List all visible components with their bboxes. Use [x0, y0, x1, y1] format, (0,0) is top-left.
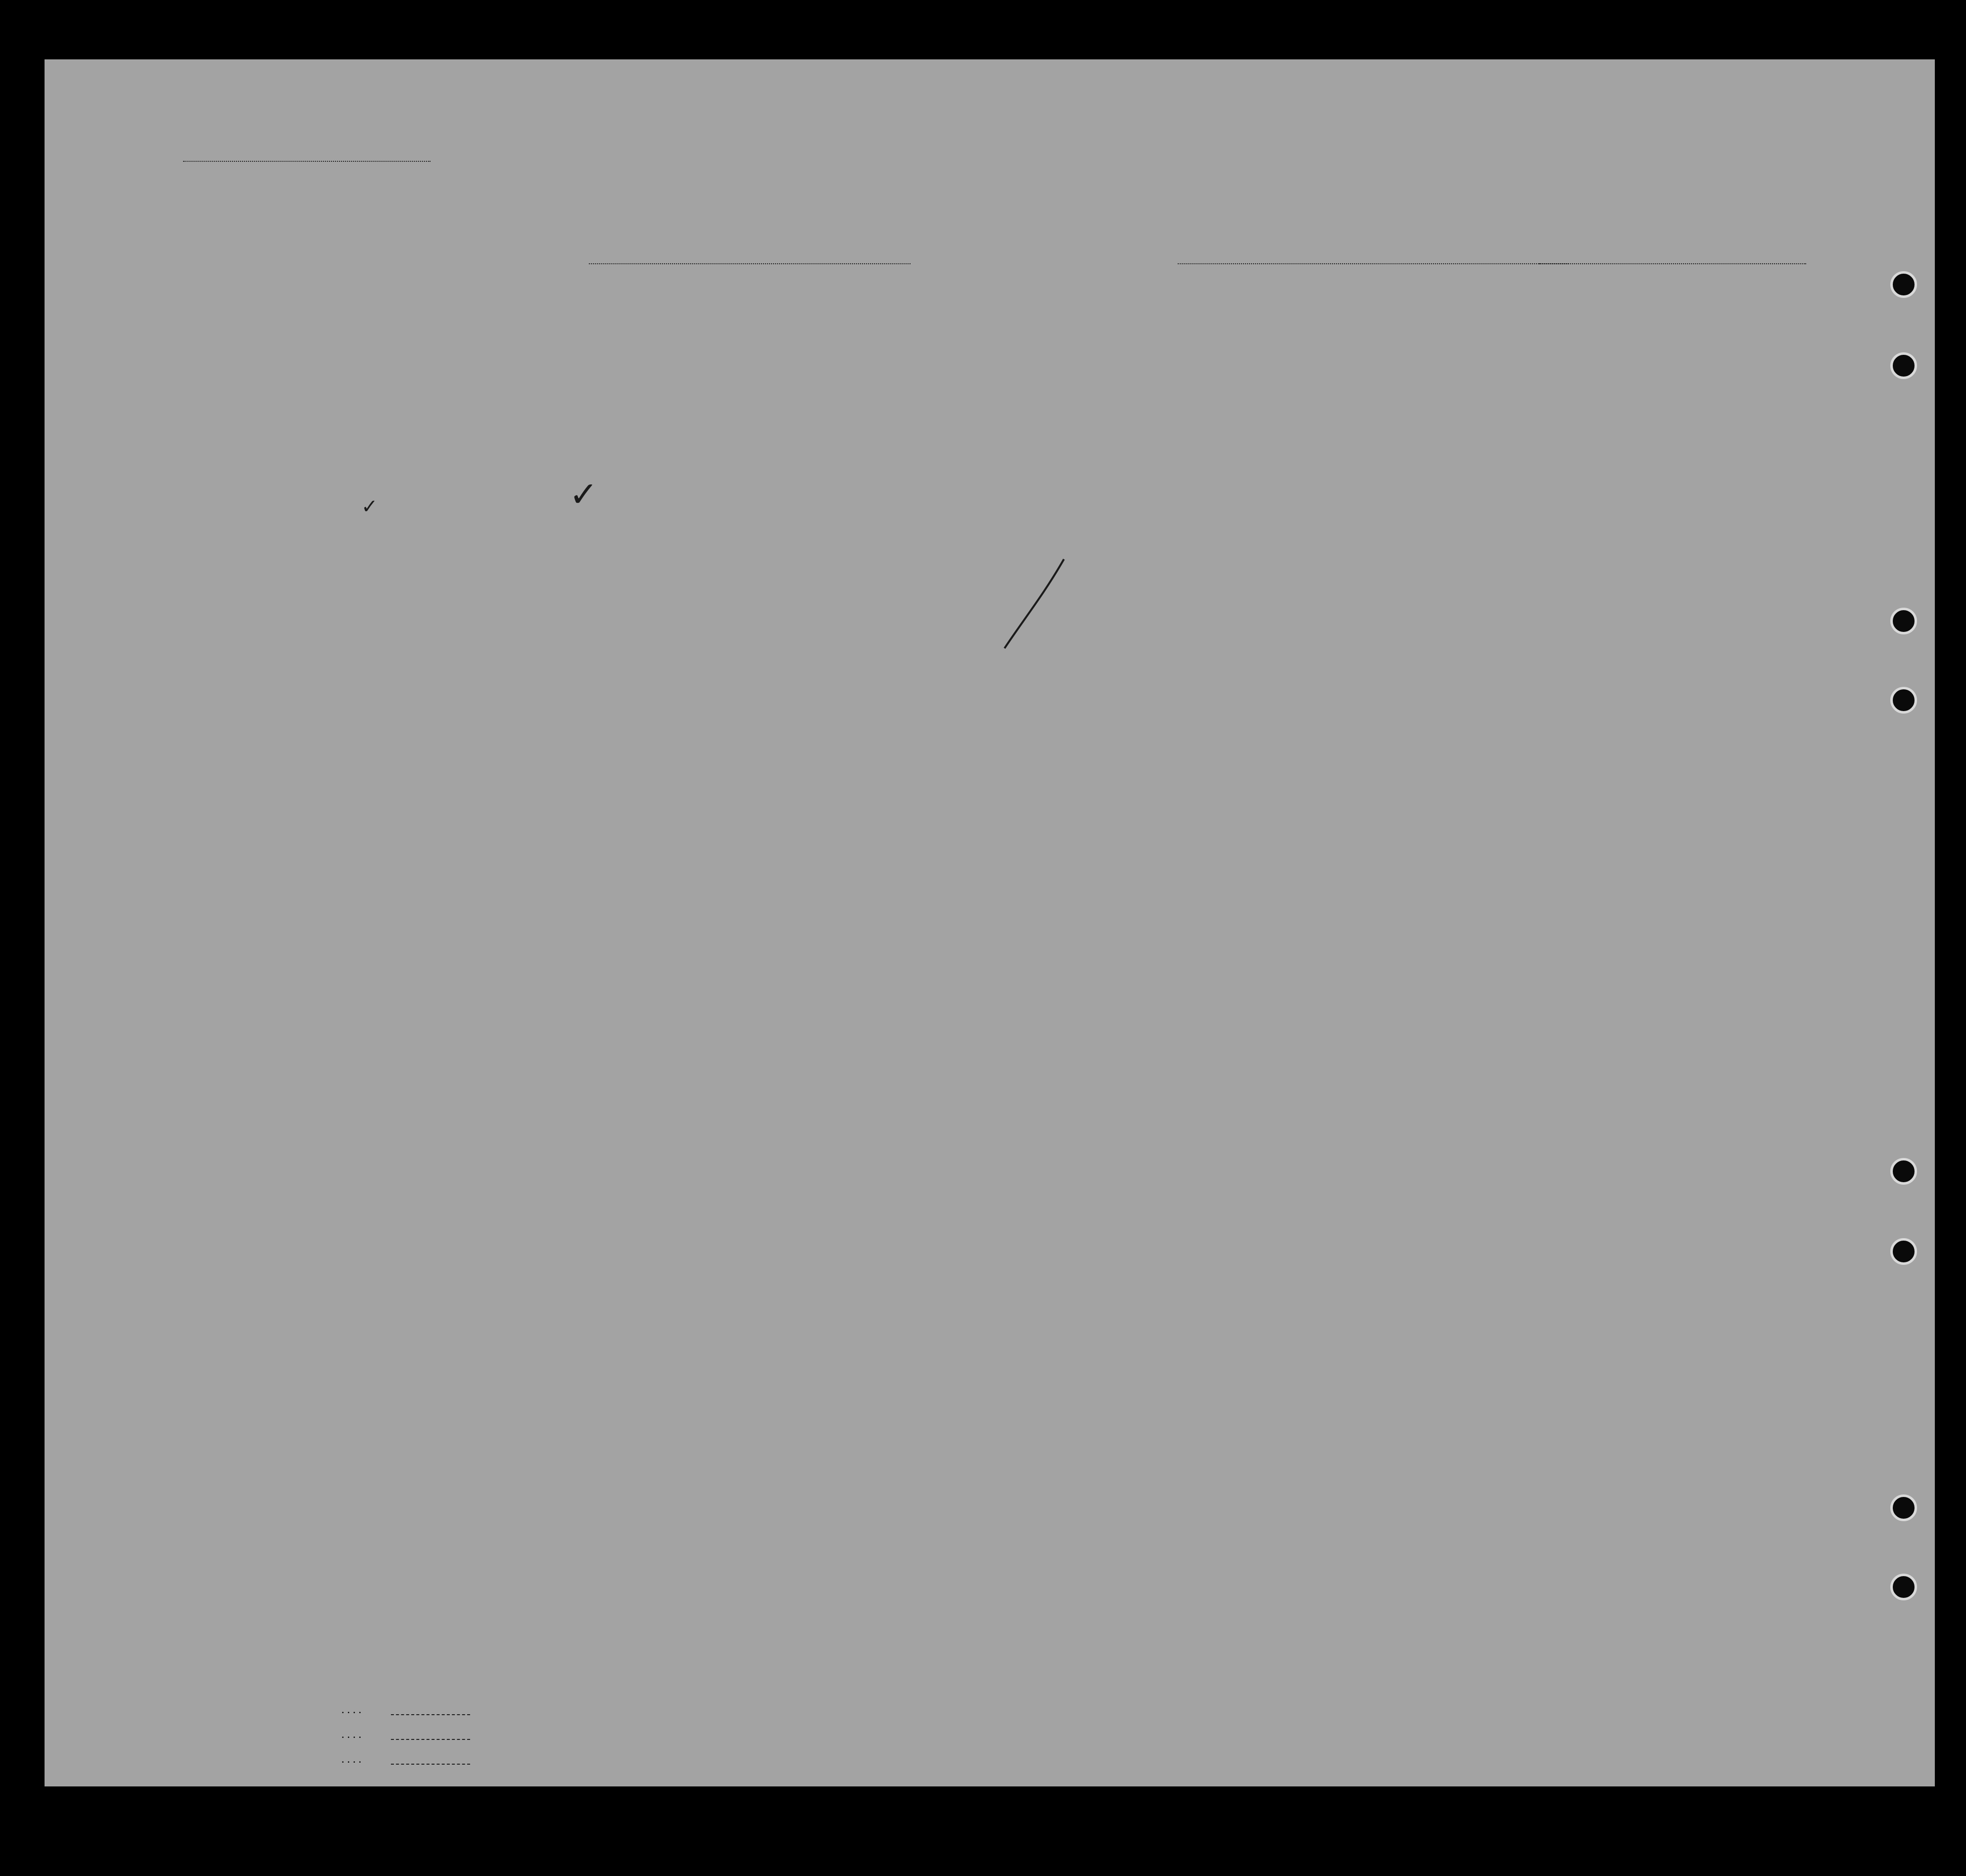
ship-underline	[589, 263, 911, 264]
list-underline	[183, 161, 431, 162]
footer-citizens-line	[391, 1739, 470, 1740]
punch-hole-8	[1890, 1574, 1917, 1600]
footer-citizens-dots: . . . .	[341, 1728, 362, 1740]
manifest-grid	[45, 59, 1935, 1786]
check-mark-name: ✓	[361, 495, 378, 518]
check-mark-age: ✓	[569, 476, 598, 514]
punch-hole-4	[1890, 687, 1917, 714]
annotation-stroke	[995, 554, 1074, 653]
footer-total-line	[391, 1714, 470, 1715]
footer-total-dots: . . . .	[341, 1703, 362, 1716]
punch-hole-2	[1890, 352, 1917, 379]
footer-aliens-dots: . . . .	[341, 1753, 362, 1765]
punch-hole-3	[1890, 608, 1917, 634]
punch-hole-1	[1890, 271, 1917, 298]
punch-hole-5	[1890, 1158, 1917, 1185]
port-underline	[1178, 263, 1569, 264]
manifest-sheet	[45, 59, 1935, 1786]
footer-aliens-line	[391, 1764, 470, 1765]
punch-hole-7	[1890, 1494, 1917, 1521]
punch-hole-6	[1890, 1238, 1917, 1265]
date-underline	[1539, 263, 1806, 264]
